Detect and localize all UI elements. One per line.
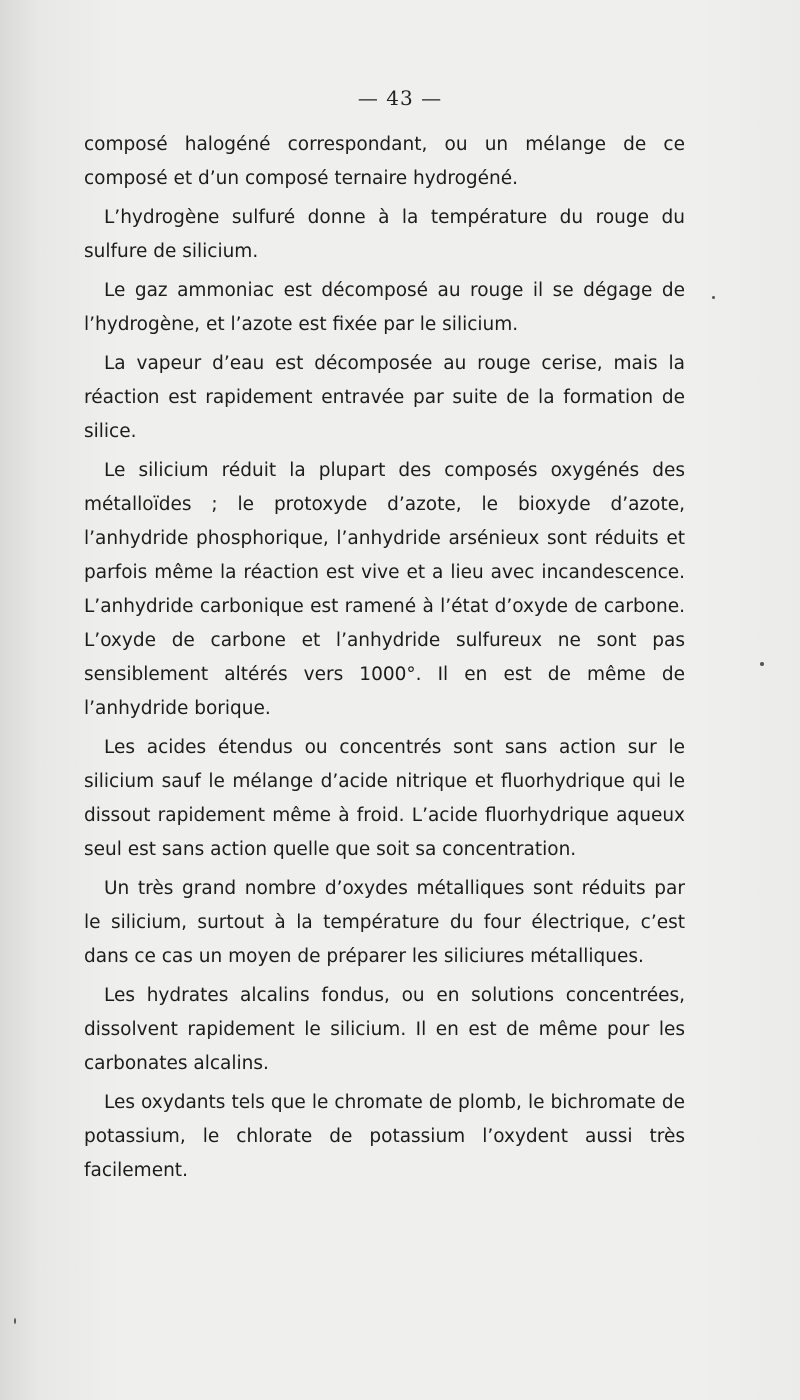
paragraph-metal-oxides: Un très grand nombre d’oxydes métalliques sont réduits par le silicium, surtout à la température du four électrique, c’est dans ce cas un moyen de préparer les siliciures métalliques. — [84, 878, 685, 967]
paragraph-water-vapor: La vapeur d’eau est décomposée au rouge cerise, mais la réaction est rapidement entravée par suite de la formation de silice. — [84, 353, 685, 442]
paper-speck — [14, 1318, 16, 1324]
paper-speck — [712, 296, 715, 299]
paragraph-oxidants: Les oxydants tels que le chromate de plomb, le bichromate de potassium, le chlorate de potassium l’oxydent aussi très facilement. — [84, 1092, 685, 1181]
page-number: — 43 — — [357, 86, 443, 110]
paragraph-acids: Les acides étendus ou concentrés sont sans action sur le silicium sauf le mélange d’acide nitrique et fluorhydrique qui le dissout rapidement même à froid. L’acide fluorhydrique aqueux seul est sans action quelle que soit sa concentration. — [84, 737, 685, 860]
paragraph-alkaline-hydrates: Les hydrates alcalins fondus, ou en solutions concentrées, dissolvent rapidement le silicium. Il en est de même pour les carbonates alcalins. — [84, 985, 685, 1074]
paragraph-continuation: composé halogéné correspondant, ou un mélange de ce composé et d’un composé ternaire hydrogéné. — [84, 134, 685, 189]
paragraph-oxygen-compounds: Le silicium réduit la plupart des composés oxygénés des métalloïdes ; le protoxyde d’azote, le bioxyde d’azote, l’anhydride phosphorique, l’anhydride arsénieux sont réduits et parfois même la réaction est vive et a lieu avec incandescence. L’anhydride carbonique est ramené à l’état d’oxyde de carbone. L’oxyde de carbone et l’anhydride sulfureux ne sont pas sensiblement altérés vers 1000°. Il en est de même de l’anhydride borique. — [84, 460, 685, 719]
paragraph-hydrogen-sulfide: L’hydrogène sulfuré donne à la température du rouge du sulfure de silicium. — [84, 207, 685, 262]
paper-speck — [760, 662, 764, 666]
body-text — [84, 128, 685, 1188]
paragraph-ammonia: Le gaz ammoniac est décomposé au rouge il se dégage de l’hydrogène, et l’azote est fixée par le silicium. — [84, 280, 685, 335]
